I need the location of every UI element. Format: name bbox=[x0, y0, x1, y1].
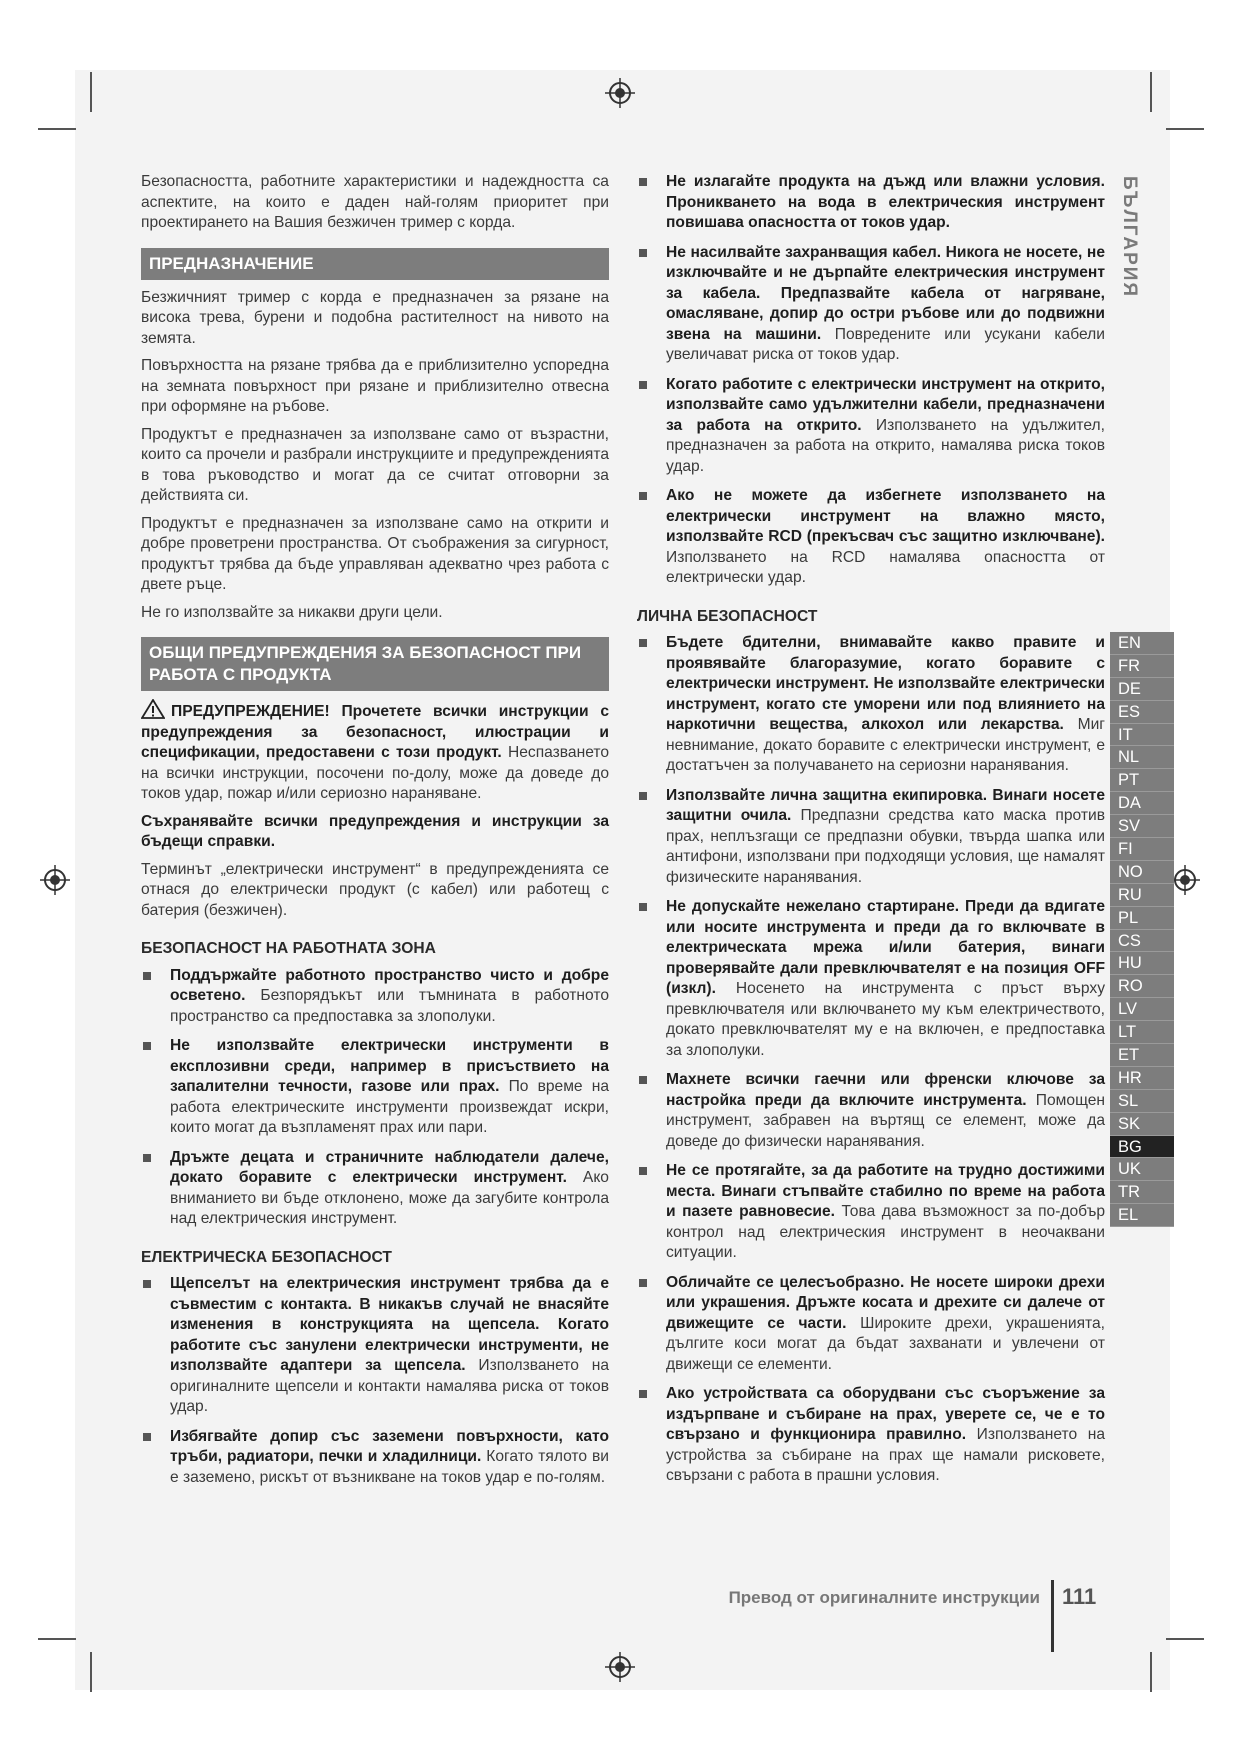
item-text: Използването на оригиналните щепсели и контакти намалява риска от токов удар. bbox=[170, 1357, 609, 1415]
registration-mark-icon bbox=[605, 78, 635, 108]
language-tab-es[interactable]: ES bbox=[1110, 701, 1174, 724]
crop-mark bbox=[1166, 1638, 1204, 1640]
item-bold: Дръжте децата и страничните наблюдатели далече, докато боравите с електрически инструмент. bbox=[170, 1148, 609, 1186]
item-bold: Не насилвайте захранващия кабел. Никога не носете, не изключвайте и не дърпайте електрическия инструмент за кабела. Предпазвайте кабела от нагряване, омасляване, допир до остри ръбове или до подвижни звена на машини. bbox=[666, 243, 1105, 343]
item-text: Миг невнимание, докато боравите с електрически инструмент, е достатъчен за получаването на сериозни наранявания. bbox=[666, 716, 1105, 774]
language-tab-pl[interactable]: PL bbox=[1110, 907, 1174, 930]
list-item bbox=[637, 786, 1105, 889]
purpose-paragraph: Безжичният тример с корда е предназначен за рязане на висока трева, бурени и подобна растителност на нивото на земята. bbox=[141, 288, 609, 347]
footer-divider bbox=[1051, 1580, 1054, 1652]
list-item bbox=[637, 172, 1105, 234]
left-column bbox=[141, 172, 609, 1497]
bullet-square-icon bbox=[639, 1076, 647, 1084]
item-bold: Не използвайте електрически инструменти в експлозивни среди, например в присъствието на запалителни течности, газове или прах. bbox=[170, 1037, 609, 1095]
list-item bbox=[637, 1273, 1105, 1376]
language-tab-bg[interactable]: BG bbox=[1110, 1136, 1174, 1159]
list-item bbox=[141, 1427, 609, 1489]
language-tab-et[interactable]: ET bbox=[1110, 1044, 1174, 1067]
bullet-square-icon bbox=[639, 903, 647, 911]
work-area-list bbox=[141, 966, 609, 1230]
language-tab-de[interactable]: DE bbox=[1110, 678, 1174, 701]
bullet-square-icon bbox=[143, 1154, 151, 1162]
item-text: Използването на удължител, предназначен за работа на открито, намалява риска токов удар. bbox=[666, 416, 1105, 475]
registration-mark-icon bbox=[40, 865, 70, 895]
bullet-square-icon bbox=[639, 492, 647, 500]
item-bold: Когато работите с електрически инструмент на открито, използвайте само удължителни кабели, предназначени за работа на открито. bbox=[666, 375, 1105, 434]
list-item bbox=[141, 1274, 609, 1418]
language-tab-lt[interactable]: LT bbox=[1110, 1021, 1174, 1044]
item-bold: Избягвайте допир със заземени повърхности, като тръби, радиатори, печки и хладилници. bbox=[170, 1427, 609, 1465]
warning-triangle-icon bbox=[141, 699, 165, 719]
item-bold: Махнете всички гаечни или френски ключове за настройка преди да включите инструмента. bbox=[666, 1071, 1105, 1109]
language-tab-fr[interactable]: FR bbox=[1110, 655, 1174, 678]
language-tab-pt[interactable]: PT bbox=[1110, 769, 1174, 792]
language-tab-ru[interactable]: RU bbox=[1110, 884, 1174, 907]
warning-bold-text: ПРЕДУПРЕЖДЕНИЕ! Прочетете всички инструкции с предупреждения за безопасност, илюстрации и спецификации, предоставени с този продукт. bbox=[141, 703, 609, 761]
item-text: Когато тялото ви е заземено, рискът от възникване на токов удар е по-голям. bbox=[170, 1448, 609, 1486]
list-item bbox=[141, 966, 609, 1028]
electrical-safety-list bbox=[141, 1274, 609, 1488]
right-column bbox=[637, 172, 1105, 1496]
language-tab-fi[interactable]: FI bbox=[1110, 838, 1174, 861]
list-item bbox=[637, 897, 1105, 1061]
language-tab-no[interactable]: NO bbox=[1110, 861, 1174, 884]
keep-instructions bbox=[141, 812, 609, 853]
item-bold: Използвайте лична защитна екипировка. Винаги носете защитни очила. bbox=[666, 786, 1105, 824]
language-tab-sk[interactable]: SK bbox=[1110, 1113, 1174, 1136]
item-bold: Не допускайте нежелано стартиране. Преди да вдигате или носите инструмента и преди да го включвате в електрическата мрежа и/или батерия, винаги проверявайте дали превключвателят е на позиция OFF (изкл). bbox=[666, 898, 1105, 997]
electrical-safety-list-continued bbox=[637, 172, 1105, 589]
crop-mark bbox=[90, 72, 92, 112]
crop-mark bbox=[1150, 1652, 1152, 1692]
crop-mark bbox=[38, 128, 76, 130]
item-bold: Поддържайте работното пространство чисто и добре осветено. bbox=[170, 966, 609, 1004]
subheading-personal-safety: ЛИЧНА БЕЗОПАСНОСТ bbox=[637, 607, 818, 625]
bullet-square-icon bbox=[143, 972, 151, 980]
intro-paragraph: Безопасността, работните характеристики и надеждността са аспектите, на които е даден най-голям приоритет при проектирането на Вашия безжичен тример с корда. bbox=[141, 173, 609, 231]
item-text: Помощен инструмент, забравен на въртящ се елемент, може да доведе до физически наранявания. bbox=[666, 1091, 1106, 1150]
list-item bbox=[637, 486, 1105, 589]
section-heading-general-warnings: ОБЩИ ПРЕДУПРЕЖДЕНИЯ ЗА БЕЗОПАСНОСТ ПРИ РАБОТА С ПРОДУКТА bbox=[141, 637, 609, 691]
language-index bbox=[1110, 632, 1174, 1227]
bullet-square-icon bbox=[639, 1390, 647, 1398]
list-item bbox=[637, 1161, 1105, 1264]
item-text: Това дава възможност за по-добър контрол над електрическия инструмент в неочаквани ситуации. bbox=[666, 1203, 1105, 1261]
language-tab-lv[interactable]: LV bbox=[1110, 998, 1174, 1021]
purpose-paragraph: Продуктът е предназначен за използване само от възрастни, които са прочели и разбрали инструкциите и предупрежденията в това ръководство и могат да се считат отговорни за действията си. bbox=[141, 425, 609, 504]
warning-text: Неспазването на всички инструкции, посочени по-долу, може да доведе до токов удар, пожар и/или сериозно нараняване. bbox=[141, 744, 609, 802]
purpose-paragraph: Продуктът е предназначен за използване само на открити и добре проветрени пространства. От съображения за сигурност, продуктът трябва да бъде управляван адекватно чрез работа с двете ръце. bbox=[141, 514, 609, 593]
item-text: Използването на устройства за събиране на прах ще намали рисковете, свързани с работа в прашни условия. bbox=[666, 1426, 1105, 1484]
list-item bbox=[637, 1070, 1105, 1152]
registration-mark-icon bbox=[605, 1652, 635, 1682]
purpose-paragraph: Повърхността на рязане трябва да е приблизително успоредна на земната повърхност при рязане и приблизително отвесна при оформяне на ръбове. bbox=[141, 357, 609, 415]
page-number: 111 bbox=[1062, 1584, 1097, 1609]
item-bold: Не излагайте продукта на дъжд или влажни условия. Проникването на вода в електрическия инструмент повишава опасността от токов удар. bbox=[666, 173, 1105, 231]
language-tab-el[interactable]: EL bbox=[1110, 1204, 1174, 1227]
language-tab-hr[interactable]: HR bbox=[1110, 1067, 1174, 1090]
subheading-electrical-safety: ЕЛЕКТРИЧЕСКА БЕЗОПАСНОСТ bbox=[141, 1248, 392, 1266]
item-text: Безпорядъкът или тъмнината в работното пространство са предпоставка за злополуки. bbox=[170, 987, 609, 1025]
personal-safety-list bbox=[637, 633, 1105, 1487]
term-paragraph: Терминът „електрически инструмент“ в предупрежденията се отнася до електрически продукт (с кабел) или работещ с батерия (безжичен). bbox=[141, 860, 609, 919]
subheading-work-area: БЕЗОПАСНОСТ НА РАБОТНАТА ЗОНА bbox=[141, 940, 436, 957]
crop-mark bbox=[38, 1638, 76, 1640]
language-tab-it[interactable]: IT bbox=[1110, 724, 1174, 747]
item-text: Носенето на инструмента с пръст върху превключвателя или включването му към електричеството, докато превключвателят му е на включен, е предпоставка за злополуки. bbox=[666, 980, 1105, 1059]
language-tab-uk[interactable]: UK bbox=[1110, 1158, 1174, 1181]
language-tab-da[interactable]: DA bbox=[1110, 792, 1174, 815]
list-item bbox=[637, 375, 1105, 478]
bullet-square-icon bbox=[639, 381, 647, 389]
item-text: По време на работа електрическите инструменти произвеждат искри, които могат да възпламенят прах или пари. bbox=[170, 1078, 610, 1136]
bullet-square-icon bbox=[639, 1167, 647, 1175]
item-bold: Ако не можете да избегнете използването на електрически инструмент на влажно място, използвайте RCD (прекъсвач със защитно изключване). bbox=[666, 487, 1105, 545]
language-tab-nl[interactable]: NL bbox=[1110, 746, 1174, 769]
item-bold: Не се протягайте, за да работите на трудно достижими места. Винаги стъпвайте стабилно по време на работа и пазете равновесие. bbox=[666, 1162, 1105, 1220]
crop-mark bbox=[1150, 72, 1152, 112]
item-text: Ако вниманието ви бъде отклонено, може да загубите контрола над електрическия инструмент. bbox=[170, 1169, 609, 1227]
item-bold: Щепселът на електрическия инструмент трябва да е съвместим с контакта. В никакъв случай не внасяйте изменения в конструкцията на щепсела. Когато работите със занулени електрически инструменти, не използвайте адаптери за щепсела. bbox=[170, 1275, 609, 1374]
item-text: Широките дрехи, украшенията, дългите коси могат да бъдат захванати и увлечени от движещи се елементи. bbox=[666, 1314, 1105, 1373]
bullet-square-icon bbox=[143, 1042, 151, 1050]
language-tab-en[interactable]: EN bbox=[1110, 632, 1174, 655]
item-text: Използването на RCD намалява опасността от електрически удар. bbox=[666, 548, 1105, 586]
footer-text: Превод от оригиналните инструкции bbox=[728, 1588, 1040, 1607]
language-tab-sv[interactable]: SV bbox=[1110, 815, 1174, 838]
bullet-square-icon bbox=[639, 178, 647, 186]
side-language-title: БЪЛГАРИЯ bbox=[1119, 176, 1140, 299]
warning-paragraph bbox=[141, 699, 609, 805]
registration-mark-icon bbox=[1170, 865, 1200, 895]
item-bold: Бъдете бдителни, внимавайте какво правите и проявявайте благоразумие, когато боравите с електрически инструмент. Не използвайте електрически инструмент, когато сте уморени или под влиянието на наркотични вещества, алкохол или лекарства. bbox=[666, 634, 1105, 733]
purpose-paragraph: Не го използвайте за никакви други цели. bbox=[141, 603, 443, 621]
bullet-square-icon bbox=[143, 1280, 151, 1288]
list-item bbox=[637, 243, 1105, 366]
language-tab-ro[interactable]: RO bbox=[1110, 975, 1174, 998]
item-bold: Обличайте се целесъобразно. Не носете широки дрехи или украшения. Дръжте косата и дрехите си далече от движещите се части. bbox=[666, 1273, 1105, 1332]
language-tab-hu[interactable]: HU bbox=[1110, 952, 1174, 975]
language-tab-sl[interactable]: SL bbox=[1110, 1090, 1174, 1113]
language-tab-tr[interactable]: TR bbox=[1110, 1181, 1174, 1204]
list-item bbox=[637, 633, 1105, 777]
bullet-square-icon bbox=[639, 639, 647, 647]
crop-mark bbox=[1166, 128, 1204, 130]
list-item bbox=[141, 1148, 609, 1230]
bullet-square-icon bbox=[639, 1279, 647, 1287]
list-item bbox=[141, 1036, 609, 1139]
language-tab-cs[interactable]: CS bbox=[1110, 930, 1174, 953]
bullet-square-icon bbox=[143, 1433, 151, 1441]
list-item bbox=[637, 1384, 1105, 1487]
section-heading-purpose: ПРЕДНАЗНАЧЕНИЕ bbox=[141, 248, 609, 280]
bullet-square-icon bbox=[639, 792, 647, 800]
item-bold: Ако устройствата са оборудвани със съоръжение за издърпване и събиране на прах, уверете се, че е то свързано и функционира правилно. bbox=[666, 1385, 1105, 1443]
bullet-square-icon bbox=[639, 249, 647, 257]
item-text: Предпазни средства като маска против прах, неплъзгащи се предпазни обувки, твърда шапка или антифони, използвани при подходящи условия, ще намалят физическите наранявания. bbox=[666, 807, 1106, 886]
item-text: Повредените или усукани кабели увеличават риска от токов удар. bbox=[666, 325, 1105, 363]
crop-mark bbox=[90, 1652, 92, 1692]
keep-instructions-text: Съхранявайте всички предупреждения и инструкции за бъдещи справки. bbox=[141, 812, 609, 850]
